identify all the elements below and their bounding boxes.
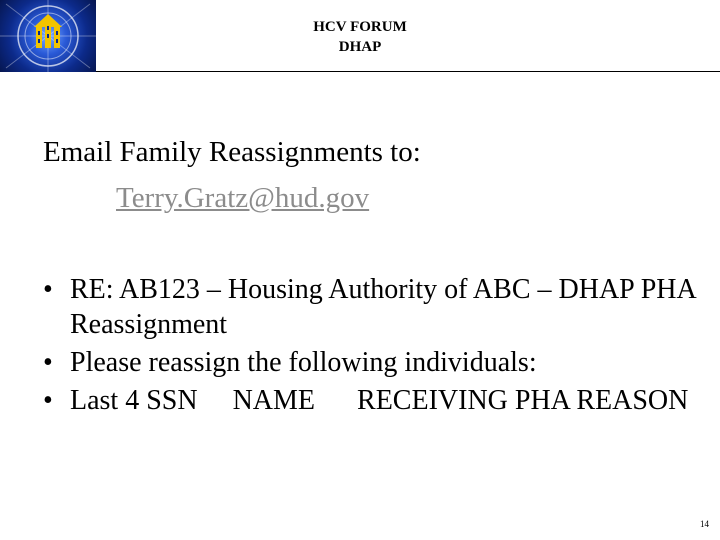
header-title-line-2: DHAP [338,39,382,55]
bullet-icon: • [43,347,53,378]
email-address-link[interactable]: Terry.Gratz@hud.gov [116,182,370,214]
list-item-text: Please reassign the following individuals: [70,347,537,378]
list-item-text: RE: AB123 – Housing Authority of ABC – DHAP PHA Reassignment [70,274,696,340]
list-item-text: Last 4 SSN NAME RECEIVING PHA REASON [70,385,689,416]
email-heading: Email Family Reassignments to: [43,136,421,168]
page-header-title [0,17,720,57]
list-item [43,345,703,380]
page-number: 14 [700,519,709,529]
bullet-icon: • [43,274,53,305]
list-item [43,383,703,418]
bullet-icon: • [43,385,53,416]
list-item [43,272,703,342]
header-title-line-1: HCV FORUM [313,19,407,35]
bullet-list [43,272,703,421]
header-divider [96,71,720,72]
